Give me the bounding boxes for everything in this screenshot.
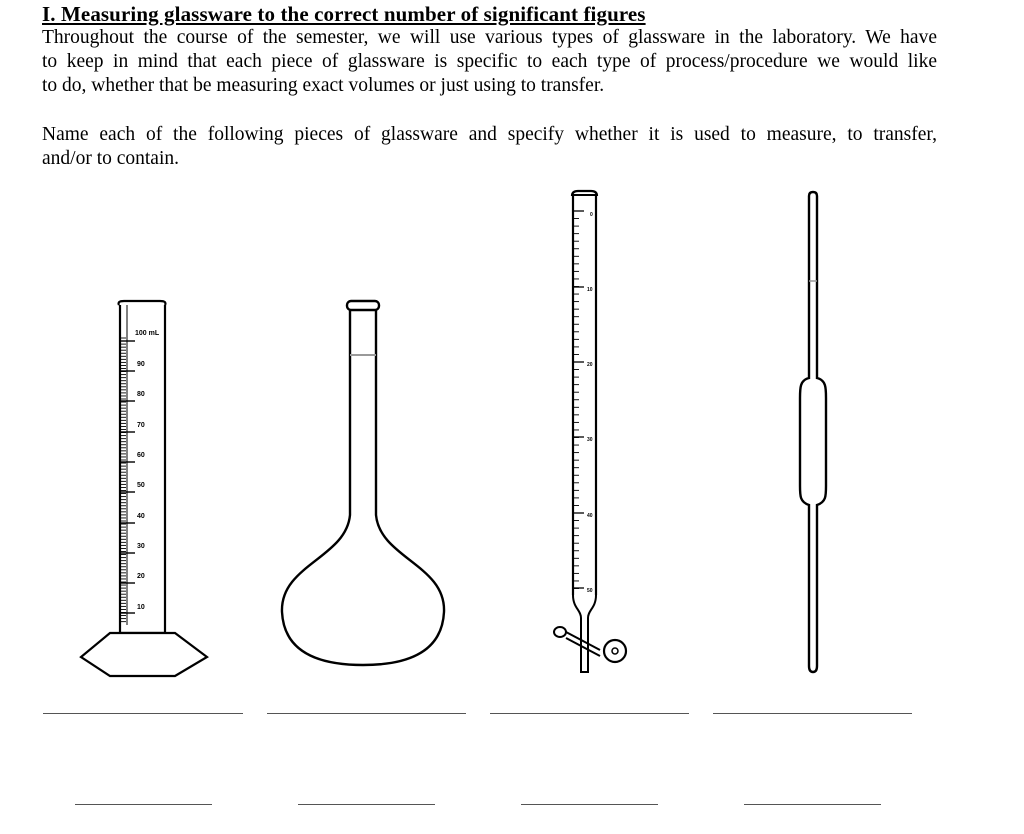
answer-blank-name-4[interactable] [713, 713, 912, 714]
cylinder-label-60: 60 [137, 452, 145, 459]
burette-illustration [554, 191, 626, 672]
cylinder-label-100ml: 100 mL [135, 330, 160, 337]
cylinder-label-70: 70 [137, 422, 145, 429]
intro-line-2: to keep in mind that each piece of glassware is specific to each type of process/procedure we would like [42, 51, 937, 72]
burette-label-40: 40 [587, 513, 593, 519]
burette-graduation-ticks [574, 211, 584, 589]
answer-blank-name-3[interactable] [490, 713, 689, 714]
instruction-line-1: Name each of the following pieces of glassware and specify whether it is used to measure, to transfer, [42, 124, 937, 145]
instruction-line-2: and/or to contain. [42, 148, 180, 169]
intro-line-1: Throughout the course of the semester, we will use various types of glassware in the laboratory. We have [42, 27, 937, 48]
intro-line-3: to do, whether that be measuring exact volumes or just using to transfer. [42, 75, 605, 96]
burette-label-50: 50 [587, 588, 593, 594]
burette-label-10: 10 [587, 287, 593, 293]
burette-graduation-labels [587, 212, 593, 594]
section-heading: I. Measuring glassware to the correct number of significant figures [42, 2, 646, 26]
cylinder-label-50: 50 [137, 482, 145, 489]
answer-blank-use-2[interactable] [298, 804, 435, 805]
cylinder-label-90: 90 [137, 361, 145, 368]
burette-label-20: 20 [587, 362, 593, 368]
burette-label-30: 30 [587, 437, 593, 443]
cylinder-label-40: 40 [137, 513, 145, 520]
volumetric-pipette-illustration [800, 192, 826, 672]
cylinder-label-30: 30 [137, 543, 145, 550]
volumetric-flask-illustration [282, 301, 444, 665]
cylinder-label-80: 80 [137, 391, 145, 398]
answer-blank-use-3[interactable] [521, 804, 658, 805]
cylinder-label-20: 20 [137, 573, 145, 580]
cylinder-graduation-labels [135, 330, 160, 611]
answer-blank-name-2[interactable] [267, 713, 466, 714]
burette-label-0: 0 [590, 212, 593, 218]
cylinder-label-10: 10 [137, 604, 145, 611]
answer-blank-name-1[interactable] [43, 713, 243, 714]
answer-blank-use-1[interactable] [75, 804, 212, 805]
answer-blank-use-4[interactable] [744, 804, 881, 805]
cylinder-graduation-ticks [121, 338, 135, 622]
